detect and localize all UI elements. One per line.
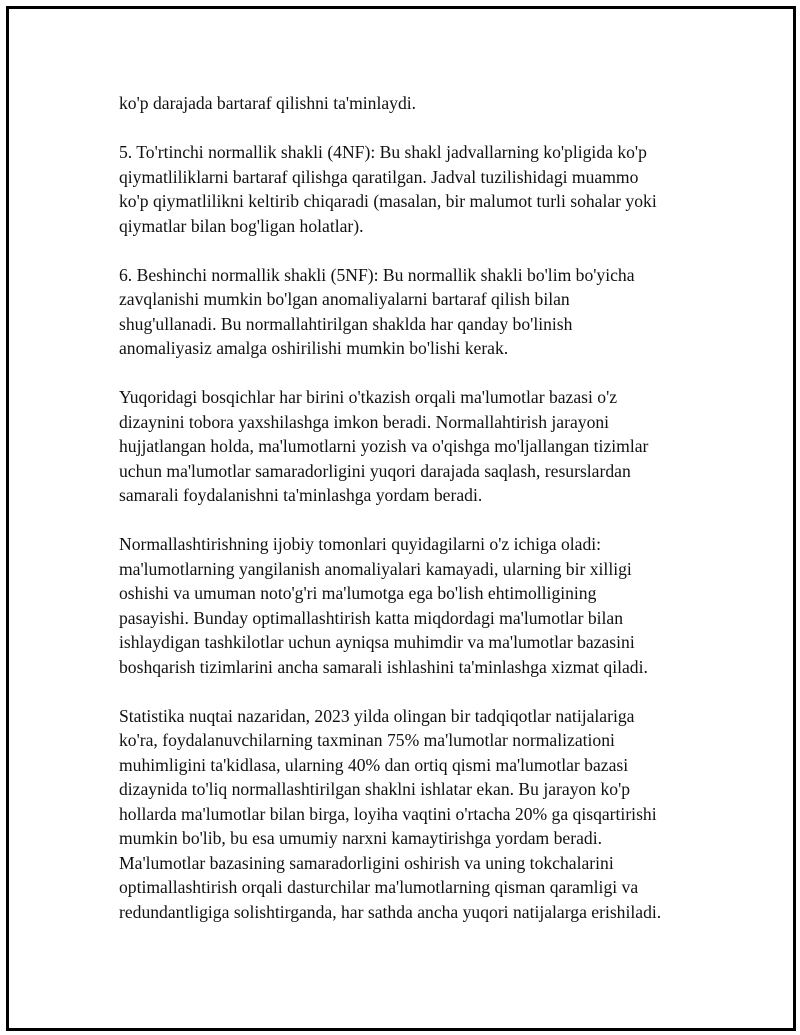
page-frame	[6, 6, 796, 1031]
paragraph-4nf: 5. To'rtinchi normallik shakli (4NF): Bu shakl jadvallarning ko'pligida ko'p qiymatliliklarni bartaraf qilishga qaratilgan. Jadval tuzilishidagi muammo ko'p qiymatlilikni keltirib chiqaradi (masalan, bir malumot turli sohalar yoki qiymatlar bilan bog'ligan holatlar).	[119, 142, 657, 236]
paragraph-continuation: ko'p darajada bartaraf qilishni ta'minlaydi.	[119, 93, 417, 113]
paragraph-statistics: Statistika nuqtai nazaridan, 2023 yilda olingan bir tadqiqotlar natijalariga ko'ra, foydalanuvchilarning taxminan 75% ma'lumotlar normalizationi muhimligini ta'kidlasa, ularning 40% dan ortiq qismi ma'lumotlar bazasi dizaynida to'liq normallashtirilgan shaklni ishlatar ekan. Bu jarayon ko'p hollarda ma'lumotlar bilan birga, loyiha vaqtini o'rtacha 20% ga qisqartirishi mumkin bo'lib, bu esa umumiy narxni kamaytirishga yordam beradi. Ma'lumotlar bazasining samaradorligini oshirish va uning tokchalarini optimallashtirish orqali dasturchilar ma'lumotlarning qisman qaramligi va redundantligiga solishtirganda, har sathda ancha yuqori natijalarga erishiladi.	[119, 705, 662, 922]
paragraph-summary: Yuqoridagi bosqichlar har birini o'tkazish orqali ma'lumotlar bazasi o'z dizaynini tobora yaxshilashga imkon beradi. Normallahtirish jarayoni hujjatlangan holda, ma'lumotlarni yozish va o'qishga mo'ljallangan tizimlar uchun ma'lumotlar samaradorligini yuqori darajada saqlash, resurslardan samarali foydalanishni ta'minlashga yordam beradi.	[119, 387, 649, 505]
paragraph-5nf: 6. Beshinchi normallik shakli (5NF): Bu normallik shakli bo'lim bo'yicha zavqlanishi mumkin bo'lgan anomaliyalarni bartaraf qilish bilan shug'ullanadi. Bu normallahtirilgan shaklda har qanday bo'linish anomaliyasiz amalga oshirilishi mumkin bo'lishi kerak.	[119, 264, 635, 358]
document-body	[119, 91, 709, 949]
paragraph-benefits: Normallashtirishning ijobiy tomonlari quyidagilarni o'z ichiga oladi: ma'lumotlarning yangilanish anomaliyalari kamayadi, ularning bir xilligi oshishi va umuman noto'g'ri ma'lumotga ega bo'lish ehtimolligining pasayishi. Bunday optimallashtirish katta miqdordagi ma'lumotlar bilan ishlaydigan tashkilotlar uchun ayniqsa muhimdir va ma'lumotlar bazasini boshqarish tizimlarini ancha samarali ishlashini ta'minlashga xizmat qiladi.	[119, 534, 648, 677]
